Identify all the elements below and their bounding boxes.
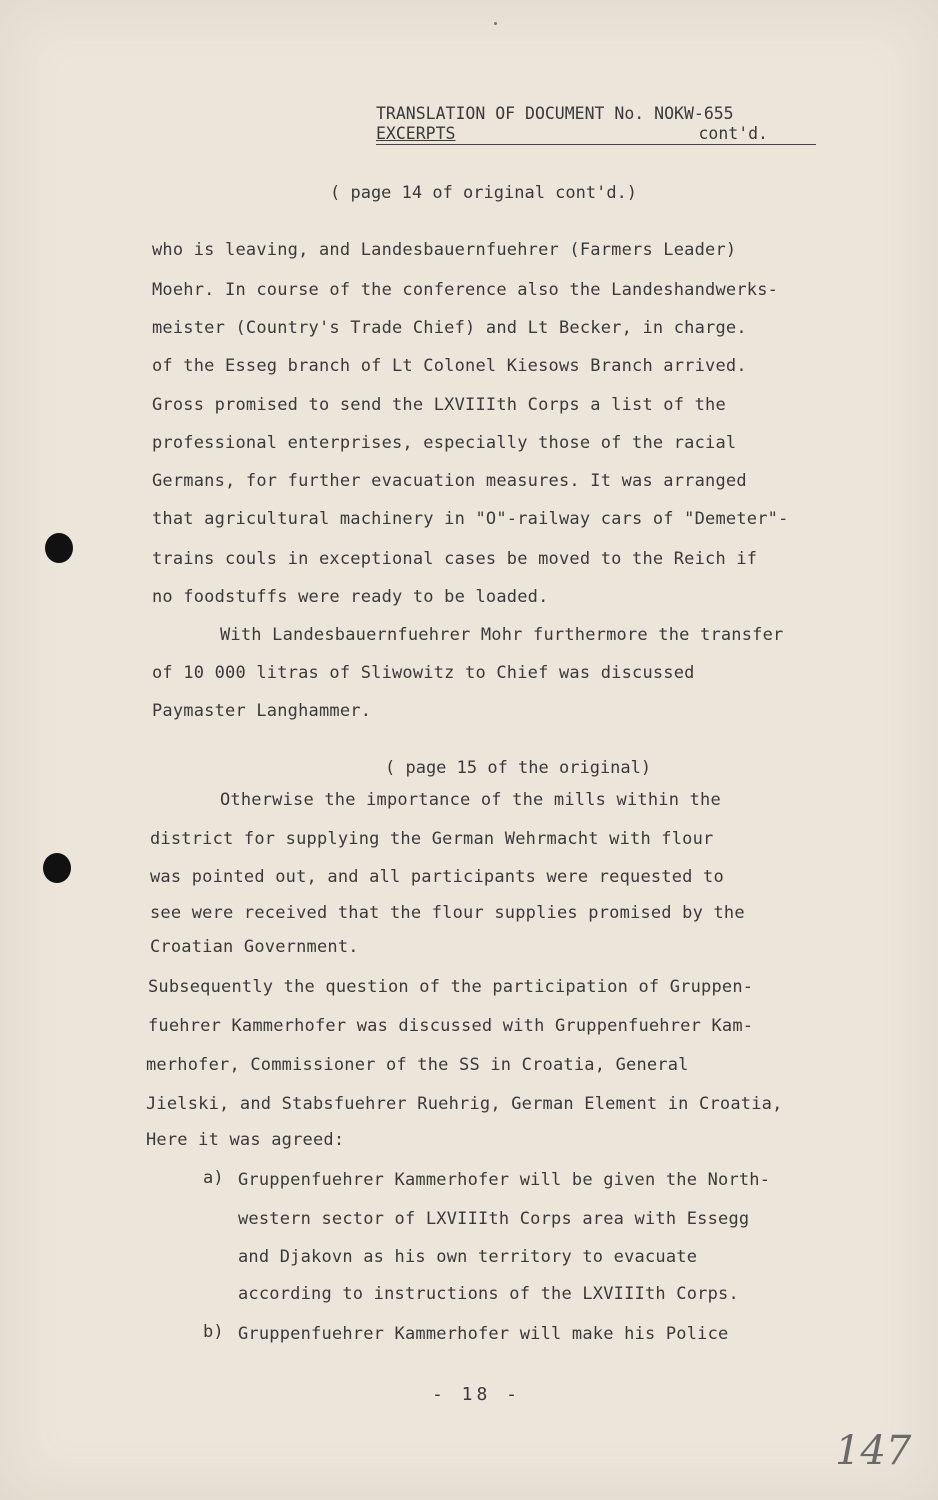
page-note-14: ( page 14 of original cont'd.) (330, 183, 638, 203)
list-marker-a: a) (203, 1168, 224, 1188)
text-line: Germans, for further evacuation measures. It was arranged (152, 471, 747, 491)
text-line: Croatian Government. (150, 937, 359, 957)
text-line: Otherwise the importance of the mills within the (220, 790, 721, 810)
punch-hole (43, 853, 71, 883)
text-line: Jielski, and Stabsfuehrer Ruehrig, German Element in Croatia, (146, 1094, 783, 1114)
punch-hole (45, 533, 73, 563)
text-line: With Landesbauernfuehrer Mohr furthermore the transfer (220, 625, 784, 645)
list-item-a-line: and Djakovn as his own territory to evacuate (238, 1247, 698, 1267)
text-line: of the Esseg branch of Lt Colonel Kiesows Branch arrived. (152, 356, 747, 376)
paper-speck (494, 22, 497, 25)
text-line: that agricultural machinery in "O"-railway cars of "Demeter"- (152, 509, 789, 529)
text-line: Gross promised to send the LXVIIIth Corps a list of the (152, 395, 726, 415)
header-contd: cont'd. (698, 124, 768, 143)
text-line: Here it was agreed: (146, 1130, 345, 1150)
text-line: district for supplying the German Wehrmacht with flour (150, 829, 714, 849)
text-line: professional enterprises, especially those of the racial (152, 433, 737, 453)
text-line: Subsequently the question of the participation of Gruppen- (148, 977, 754, 997)
text-line: see were received that the flour supplies promised by the (150, 903, 745, 923)
page-number: - 18 - (432, 1384, 522, 1405)
header-excerpts: EXCERPTS (376, 124, 456, 143)
text-line: who is leaving, and Landesbauernfuehrer (Farmers Leader) (152, 240, 737, 260)
list-marker-b: b) (203, 1322, 224, 1342)
text-line: no foodstuffs were ready to be loaded. (152, 587, 549, 607)
text-line: of 10 000 litras of Sliwowitz to Chief was discussed (152, 663, 695, 683)
text-line: meister (Country's Trade Chief) and Lt Becker, in charge. (152, 318, 747, 338)
page-note-15: ( page 15 of the original) (385, 758, 652, 778)
text-line: was pointed out, and all participants were requested to (150, 867, 724, 887)
document-header (376, 104, 816, 145)
text-line: Paymaster Langhammer. (152, 701, 372, 721)
text-line: fuehrer Kammerhofer was discussed with Gruppenfuehrer Kam- (148, 1016, 754, 1036)
text-line: trains couls in exceptional cases be moved to the Reich if (152, 549, 758, 569)
list-item-a-line: according to instructions of the LXVIIIth Corps. (238, 1284, 739, 1304)
list-item-b-line: Gruppenfuehrer Kammerhofer will make his Police (238, 1324, 729, 1344)
header-title: TRANSLATION OF DOCUMENT No. NOKW-655 (376, 104, 734, 123)
header-subtitle-row (376, 124, 816, 145)
text-line: Moehr. In course of the conference also the Landeshandwerks- (152, 280, 779, 300)
text-line: merhofer, Commissioner of the SS in Croatia, General (146, 1055, 689, 1075)
list-item-a-line: western sector of LXVIIIth Corps area with Essegg (238, 1209, 750, 1229)
handwritten-folio-number: 147 (835, 1428, 912, 1474)
list-item-a-line: Gruppenfuehrer Kammerhofer will be given the North- (238, 1170, 771, 1190)
